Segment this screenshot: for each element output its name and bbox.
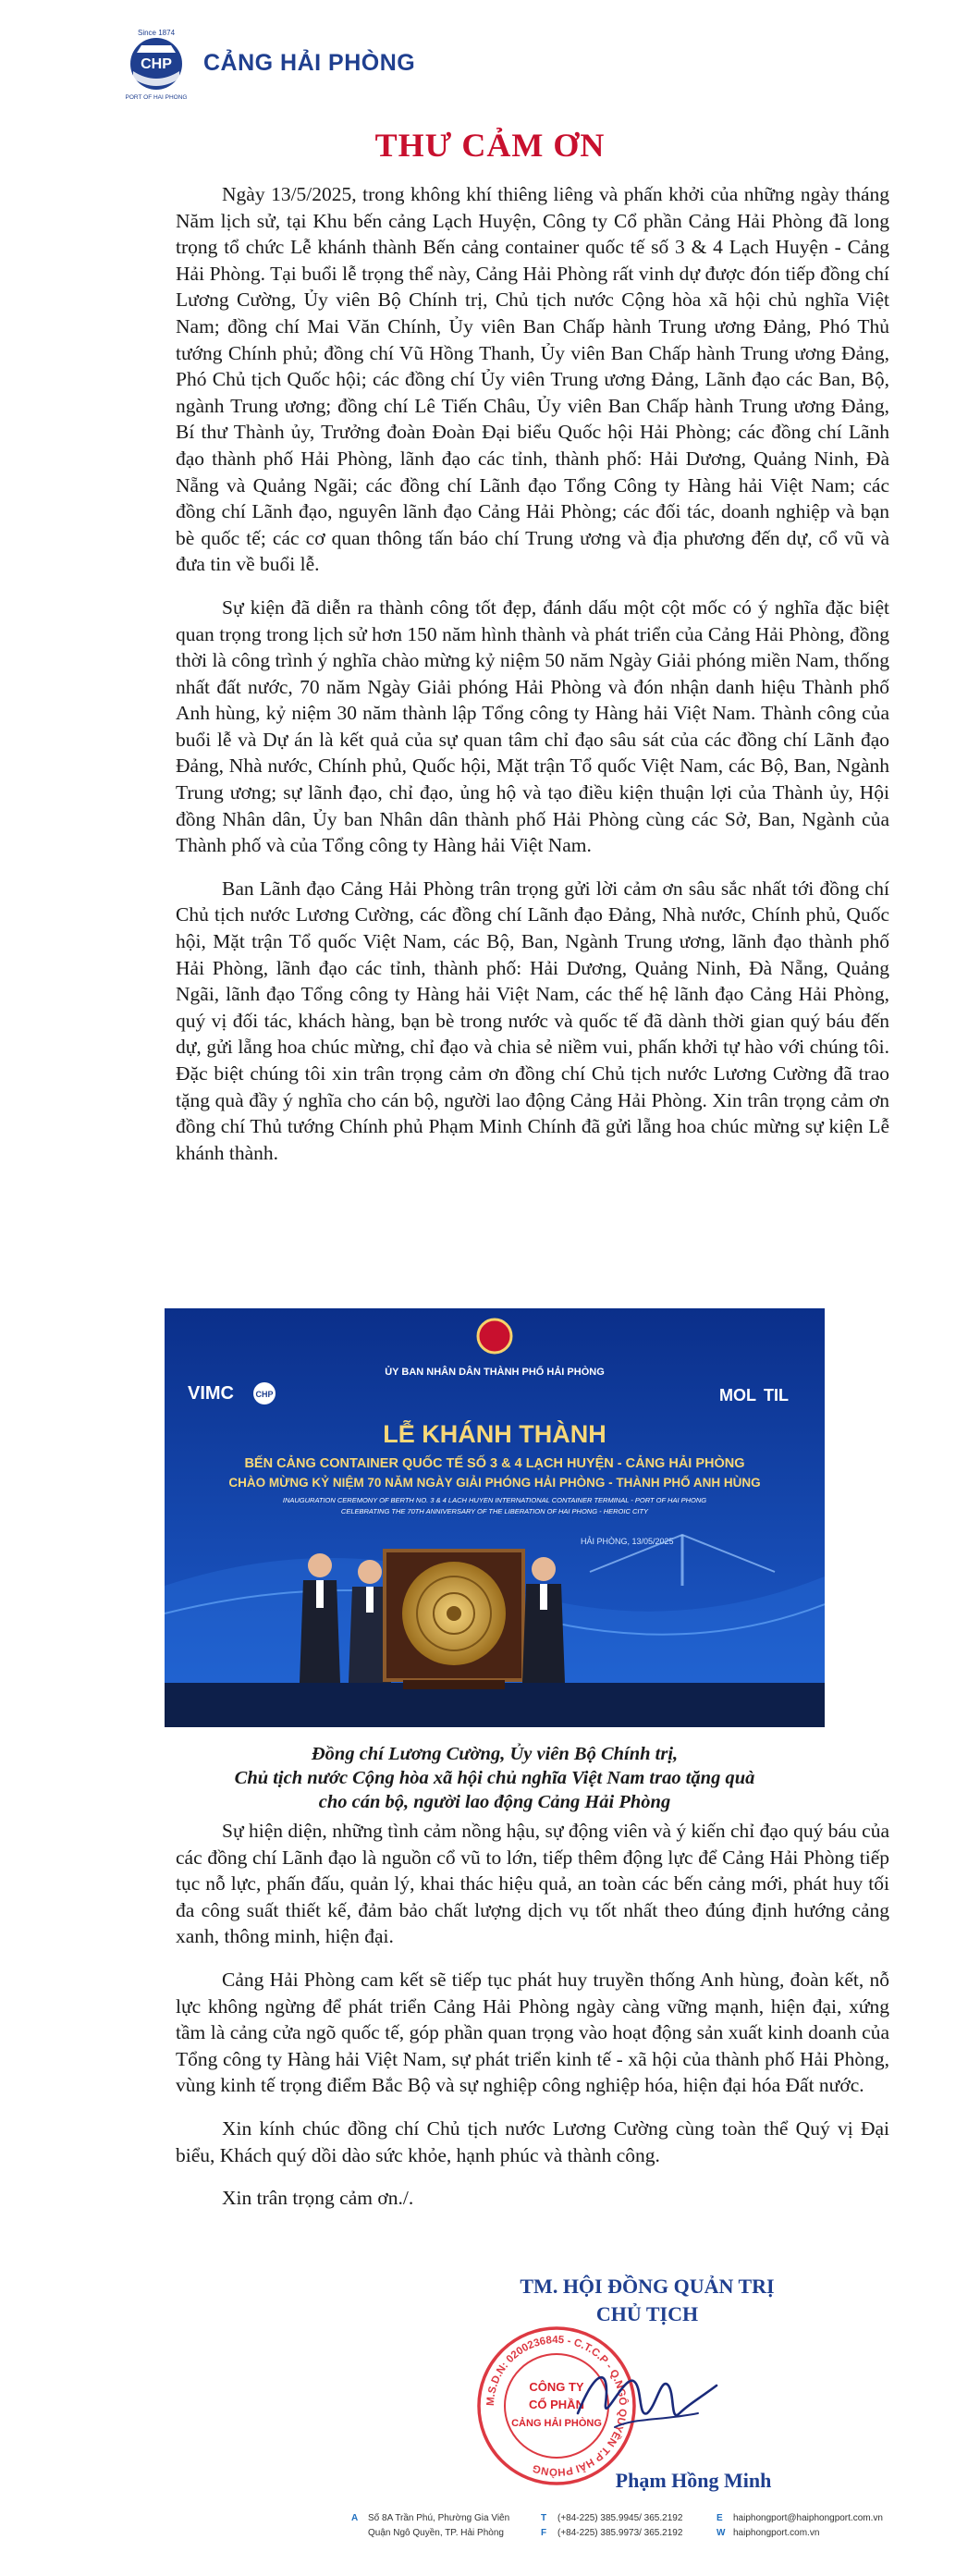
company-logo [120,25,192,101]
company-name: CẢNG HẢI PHÒNG [203,49,416,76]
fax-value: (+84-225) 385.9973/ 365.2192 [557,2528,683,2538]
paragraph: Ngày 13/5/2025, trong không khí thiêng liêng và phấn khởi của những ngày tháng Năm lịch sử, tại Khu bến cảng Lạch Huyện, Công ty Cổ phần Cảng Hải Phòng đã long trọng tổ chức Lễ khánh thành Bến cảng container quốc tế số 3 & 4 Lạch Huyện - Cảng Hải Phòng. Tại buổi lễ trọng thể này, Cảng Hải Phòng rất vinh dự được đón tiếp đồng chí Lương Cường, Ủy viên Bộ Chính trị, Chủ tịch nước Cộng hòa xã hội chủ nghĩa Việt Nam; đồng chí Mai Văn Chính, Ủy viên Ban Chấp hành Trung ương Đảng, Phó Thủ tướng Chính phủ; đồng chí Vũ Hồng Thanh, Ủy viên Ban Chấp hành Trung ương Đảng, Phó Chủ tịch Quốc hội; các đồng chí Ủy viên Trung ương Đảng, Lãnh đạo các Ban, Bộ, ngành Trung ương; đồng chí Lê Tiến Châu, Ủy viên Ban Chấp hành Trung ương Đảng, Bí thư Thành ủy, Trưởng đoàn Đoàn Đại biểu Quốc hội Hải Phòng; các đồng chí Lãnh đạo thành phố Hải Phòng, lãnh đạo các tỉnh, thành phố: Hải Dương, Quảng Ninh, Đà Nẵng và Quảng Ngãi; các đồng chí Lãnh đạo Tổng Công ty Hàng hải Việt Nam; các đồng chí Lãnh đạo, nguyên lãnh đạo Cảng Hải Phòng; các đối tác, doanh nghiệp và bạn bè quốc tế; các cơ quan thông tấn báo chí Trung ương và địa phương đến dự, cổ vũ và đưa tin về buổi lễ. [176,183,889,576]
caption-line: Chủ tịch nước Cộng hòa xã hội chủ nghĩa Việt Nam trao tặng quà [234,1768,755,1788]
logo-since-text: Since 1874 [137,29,176,37]
footer-address [351,2511,509,2541]
banner-en2: CELEBRATING THE 70TH ANNIVERSARY OF THE LIBERATION OF HAI PHONG - HEROIC CITY [340,1507,649,1515]
stamp-line2: CỔ PHẦN [529,2398,584,2411]
caption-line: cho cán bộ, người lao động Cảng Hải Phòng [318,1792,671,1812]
letterhead [120,26,415,100]
address-line2: Quận Ngô Quyền, TP. Hải Phòng [368,2528,504,2538]
letter-footer [351,2511,906,2558]
signature-role: TM. HỘI ĐỒNG QUẢN TRỊ [520,2275,775,2298]
tel-value: (+84-225) 385.9945/ 365.2192 [557,2513,683,2523]
footer-phone [541,2511,682,2541]
stamp-ring-text: M.S.D.N: 0200236845 - C.T.C.P - Q.NGÔ QUYỀN T.P HẢI PHÒNG [484,2334,629,2478]
letter-body-top [176,181,889,1183]
email-key: E [717,2513,723,2523]
paragraph: Cảng Hải Phòng cam kết sẽ tiếp tục phát huy truyền thống Anh hùng, đoàn kết, nỗ lực không ngừng để phát triển Cảng Hải Phòng ngày càng vững mạnh, hiện đại, xứng tầm là cảng cửa ngõ quốc tế, góp phần quan trọng vào hoạt động sản xuất kinh doanh của Tổng công ty Hàng hải Việt Nam, sự phát triển kinh tế - xã hội của thành phố Hải Phòng, vùng kinh tế trọng điểm Bắc Bộ và sự nghiệp công nghiệp hóa, hiện đại hóa Đất nước. [176,1968,889,2097]
logo-port-text: PORT OF HAI PHONG [125,94,188,101]
letter-title: THƯ CẢM ƠN [374,127,606,164]
tel-key: T [541,2513,547,2523]
signatory-name: Phạm Hồng Minh [615,2469,772,2492]
footer-contact [717,2511,883,2541]
fax-key: F [541,2528,547,2538]
stamp-line1: CÔNG TY [529,2380,584,2394]
til-logo: TIL [764,1386,789,1405]
ceremony-photo [165,1308,825,1727]
address-line1: Số 8A Trần Phú, Phường Gia Viên [368,2513,510,2523]
signature-position: CHỦ TỊCH [595,2302,699,2325]
banner-en1: INAUGURATION CEREMONY OF BERTH NO. 3 & 4 LACH HUYEN INTERNATIONAL CONTAINER TERMINAL - PORT OF HAI PHONG [282,1496,707,1504]
logo-mark-text: CHP [141,56,172,72]
signature-block [462,2275,832,2496]
email-link[interactable]: haiphongport@haiphongport.com.vn [733,2513,883,2523]
address-key: A [351,2513,359,2523]
stamp-line3: CẢNG HẢI PHÒNG [511,2418,602,2429]
paragraph: Sự kiện đã diễn ra thành công tốt đẹp, đánh dấu một cột mốc có ý nghĩa đặc biệt quan trọng trong lịch sử hơn 150 năm hình thành và phát triển của Cảng Hải Phòng, đồng thời là công trình ý nghĩa chào mừng kỷ niệm 50 năm Ngày Giải phóng miền Nam, thống nhất đất nước, 70 năm Ngày Giải phóng Hải Phòng và đón nhận danh hiệu Thành phố Anh hùng, kỷ niệm 30 năm thành lập Tổng công ty Hàng hải Việt Nam. Thành công của buổi lễ và Dự án là kết quả của sự quan tâm chỉ đạo sâu sát của các đồng chí Lãnh đạo Đảng, Nhà nước, Chính phủ, Quốc hội, Mặt trận Tổ quốc Việt Nam, các Bộ, Ban, Ngành Trung ương; sự lãnh đạo, chỉ đạo, ủng hộ và tạo điều kiện thuận lợi của Thành ủy, Hội đồng Nhân dân, Ủy ban Nhân dân thành phố Hải Phòng cùng các Sở, Ban, Ngành của Thành phố và của Tổng công ty Hàng hải Việt Nam. [176,595,889,857]
paragraph: Sự hiện diện, những tình cảm nồng hậu, sự động viên và ý kiến chỉ đạo quý báu của các đồng chí Lãnh đạo là nguồn cổ vũ to lớn, tiếp thêm động lực để Cảng Hải Phòng tiếp tục nỗ lực, phấn đấu, quản lý, khai thác hiệu quả, an toàn các bến cảng mới, phát huy tối đa công suất thiết kế, đảm bảo chất lượng dịch vụ tốt nhất theo đúng định hướng cảng xanh, thông minh, hiện đại. [176,1820,889,1948]
paragraph: Ban Lãnh đạo Cảng Hải Phòng trân trọng gửi lời cảm ơn sâu sắc nhất tới đồng chí Chủ tịch nước Lương Cường, các đồng chí Lãnh đạo Đảng, Nhà nước, Chính phủ, Quốc hội, Mặt trận Tổ quốc Việt Nam, các Bộ, Ban, Ngành Trung ương, lãnh đạo thành phố Hải Phòng, lãnh đạo các tỉnh, thành phố: Hải Dương, Quảng Ninh, Đà Nẵng, Quảng Ngãi, lãnh đạo Tổng công ty Hàng hải Việt Nam, các thế hệ lãnh đạo Cảng Hải Phòng, quý vị đối tác, khách hàng, bạn bè trong nước và quốc tế đã dành thời gian quý báu đến dự, gửi lẵng hoa chúc mừng, chỉ đạo và chia sẻ niềm vui, phấn khởi tự hào với chúng tôi. Đặc biệt chúng tôi xin trân trọng cảm ơn đồng chí Chủ tịch nước Lương Cường đã trao tặng quà đầy ý nghĩa cho cán bộ, người lao động Cảng Hải Phòng. Xin trân trọng cảm ơn đồng chí Thủ tướng Chính phủ Phạm Minh Chính đã gửi lẵng hoa chúc mừng sự kiện Lễ khánh thành. [176,877,889,1164]
banner-line1: BẾN CẢNG CONTAINER QUỐC TẾ SỐ 3 & 4 LẠCH HUYỆN - CẢNG HẢI PHÒNG [244,1456,745,1471]
photo-caption [166,1742,823,1814]
national-emblem [478,1319,511,1353]
banner-line2: CHÀO MỪNG KỶ NIỆM 70 NĂM NGÀY GIẢI PHÓNG HẢI PHÒNG - THÀNH PHỐ ANH HÙNG [228,1476,761,1490]
chp-logo: CHP [255,1390,274,1399]
vimc-logo: VIMC [188,1383,234,1404]
letter-body-bottom [176,1818,889,2228]
banner-title: LỄ KHÁNH THÀNH [383,1420,606,1448]
photo-org-line: ỦY BAN NHÂN DÂN THÀNH PHỐ HẢI PHÒNG [385,1367,605,1378]
paragraph: Xin kính chúc đồng chí Chủ tịch nước Lương Cường cùng toàn thể Quý vị Đại biểu, Khách quý dồi dào sức khỏe, hạnh phúc và thành công. [176,2116,889,2166]
paragraph: Xin trân trọng cảm ơn./. [222,2187,414,2210]
website-link[interactable]: haiphongport.com.vn [733,2528,820,2538]
caption-line: Đồng chí Lương Cường, Ủy viên Bộ Chính trị, [311,1744,679,1764]
web-key: W [717,2528,726,2538]
handwritten-signature [559,2349,726,2450]
banner-date: HẢI PHÒNG, 13/05/2025 [581,1537,674,1546]
mol-logo: MOL [719,1386,756,1405]
